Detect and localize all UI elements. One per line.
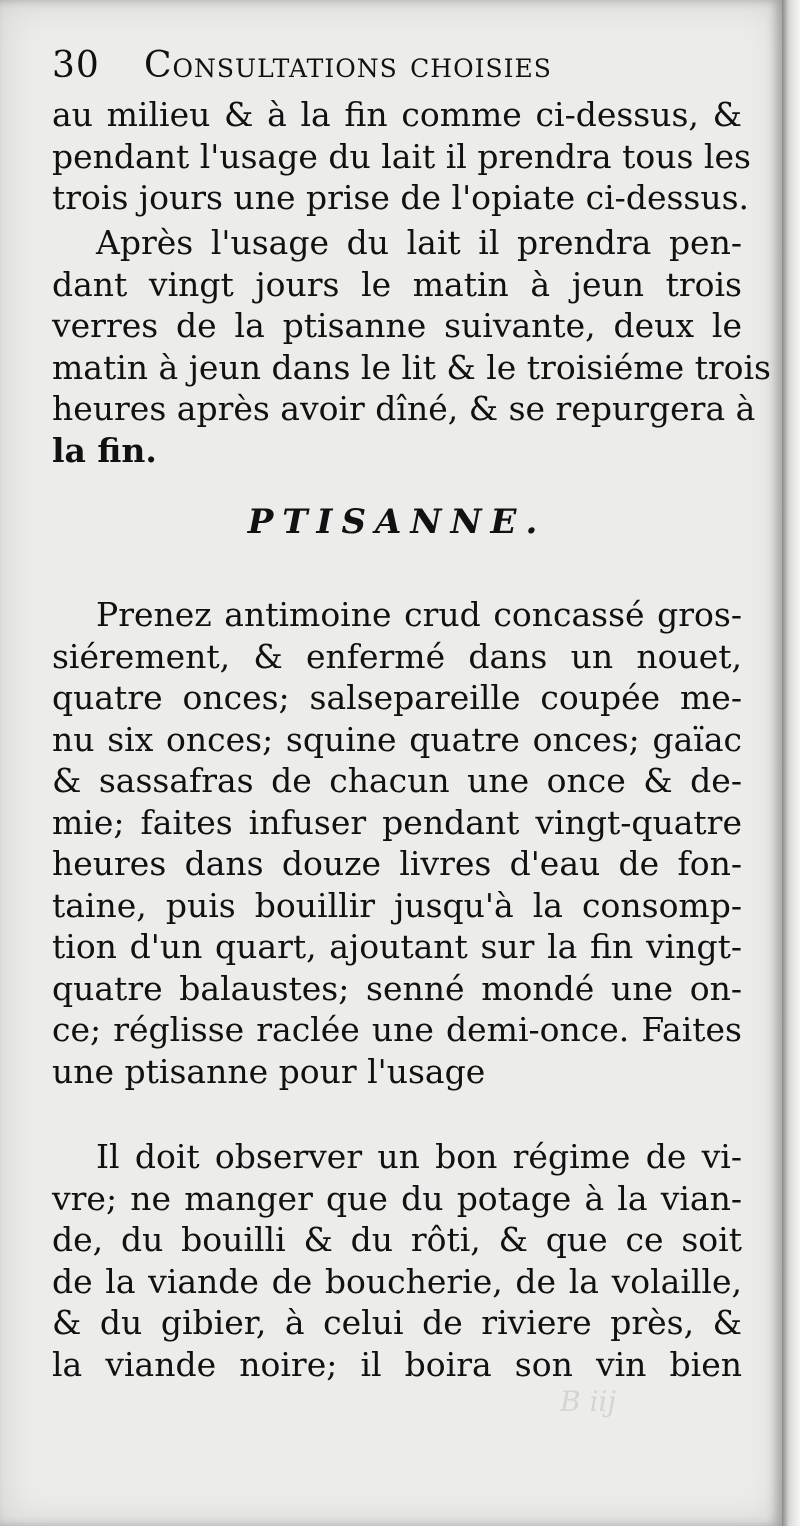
text-line: mie; faites infuser pendant vingt-quatre [52, 802, 742, 842]
text-line: trois jours une prise de l'opiate ci-dessus. [52, 178, 750, 217]
regimen-paragraph [52, 1136, 742, 1385]
text-line: quatre onces; salsepareille coupée me- [52, 678, 742, 717]
text-line: pendant l'usage du lait il prendra tous les [52, 136, 751, 176]
text-line: nu six onces; squine quatre onces; gaïac [52, 719, 742, 759]
text-line: & du gibier, à celui de riviere près, & [52, 1303, 742, 1342]
text-line: vre; ne manger que du potage à la vian- [52, 1178, 742, 1218]
text-line: heures dans douze livres d'eau de fon- [52, 844, 742, 883]
text-line: Il doit observer un bon régime de vi- [96, 1137, 742, 1176]
text-line: de, du bouilli & du rôti, & que ce soit [52, 1220, 742, 1259]
running-title: Consultations choisies [144, 45, 552, 86]
text-line: verres de la ptisanne suivante, deux le [52, 306, 742, 345]
recipe-paragraph [52, 594, 742, 1092]
text-line: Après l'usage du lait il prendra pen- [96, 223, 742, 262]
page-edge [782, 0, 800, 1526]
text-line: dant vingt jours le matin à jeun trois [52, 264, 742, 304]
text-line: au milieu & à la fin comme ci-dessus, & [52, 95, 742, 134]
text-line: ce; réglisse raclée une demi-once. Faites [52, 1010, 742, 1049]
text-line: taine, puis bouillir jusqu'à la consomp- [52, 885, 742, 925]
text-line: siérement, & enfermé dans un nouet, [52, 636, 742, 676]
bleed-through-signature: B iij [560, 1385, 617, 1418]
paragraph-2 [52, 222, 771, 471]
paragraph-1 [52, 94, 751, 219]
text-line: Prenez antimoine crud concassé gros- [96, 595, 742, 634]
section-heading: PTISANNE. [247, 502, 547, 542]
text-line: heures après avoir dîné, & se repurgera à [52, 389, 756, 428]
text-line: tion d'un quart, ajoutant sur la fin vingt- [52, 927, 742, 966]
text-line: une ptisanne pour l'usage [52, 1051, 486, 1091]
text-line: la fin. [52, 430, 157, 470]
text-line: la viande noire; il boira son vin bien [52, 1344, 742, 1384]
running-head [52, 44, 752, 88]
text-line: & sassafras de chacun une once & de- [52, 761, 742, 800]
text-line: de la viande de boucherie, de la volaille, [52, 1261, 742, 1301]
text-line: quatre balaustes; senné mondé une on- [52, 968, 742, 1008]
text-line: matin à jeun dans le lit & le troisiéme trois [52, 347, 771, 387]
page-number: 30 [52, 45, 100, 86]
